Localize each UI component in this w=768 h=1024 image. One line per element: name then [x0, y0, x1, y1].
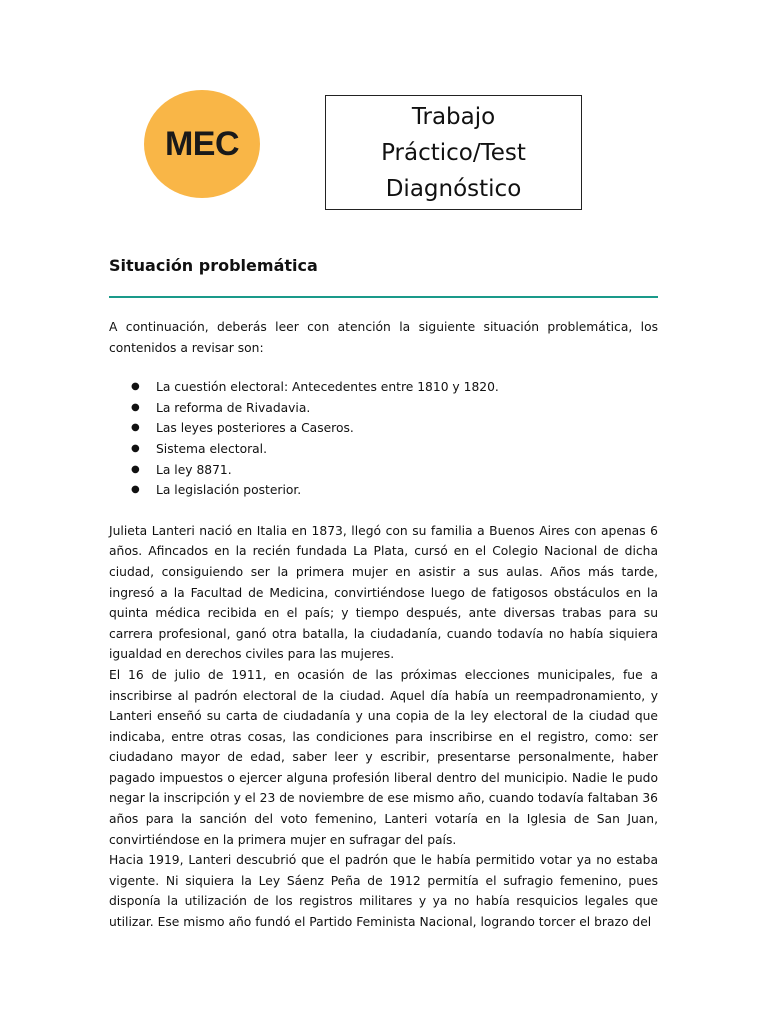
title-line-3: Diagnóstico [385, 175, 522, 202]
title-line-1: Trabajo [411, 103, 496, 130]
paragraph-lanteri-bio: Julieta Lanteri nació en Italia en 1873, llegó con su familia a Buenos Aires con apenas 6 años. Afincados en la recién fundada La Plata, cursó en el Colegio Nacional de dicha ciudad, consiguiendo ser la primera mujer en asistir a sus aulas. Años más tarde, ingresó a la Facultad de Medicina, convirtiéndose luego de fatigosos obstáculos en la quinta médica recibida en el país; y tiempo después, ante diversas trabas para su carrera profesional, ganó otra batalla, la ciudadanía, cuando todavía no había siquiera igualdad en derechos civiles para las mujeres. [109, 523, 658, 662]
list-item [109, 377, 658, 398]
title-box [325, 95, 582, 210]
topic-text: La reforma de Rivadavia. [156, 400, 311, 415]
paragraph-1919: Hacia 1919, Lanteri descubrió que el padrón que le había permitido votar ya no estaba vigente. Ni siquiera la Ley Sáenz Peña de 1912 permitía el sufragio femenino, pues disponía la utilización de los registros militares y ya no había resquicios legales que utilizar. Ese mismo año fundó el Partido Feminista Nacional, logrando torcer el brazo del [109, 853, 658, 930]
list-item [109, 418, 658, 439]
mec-logo [144, 90, 260, 198]
topic-text: La cuestión electoral: Antecedentes entre 1810 y 1820. [156, 380, 499, 395]
list-item [109, 460, 658, 481]
topics-list [109, 377, 658, 501]
bullet-icon: ● [131, 401, 140, 413]
list-item [109, 480, 658, 501]
intro-paragraph: A continuación, deberás leer con atención la siguiente situación problemática, los contenidos a revisar son: [109, 320, 658, 355]
section-divider [109, 296, 658, 298]
document-body [109, 317, 658, 933]
list-item [109, 398, 658, 419]
bullet-icon: ● [131, 442, 140, 454]
logo-text: MEC [164, 124, 240, 163]
topic-text: Sistema electoral. [156, 441, 268, 456]
paragraph-1911-vote: El 16 de julio de 1911, en ocasión de las próximas elecciones municipales, fue a inscribirse al padrón electoral de la ciudad. Aquel día había un reempadronamiento, y Lanteri enseñó su carta de ciudadanía y una copia de la ley electoral de la ciudad que indicaba, entre otras cosas, las condiciones para inscribirse en el registro, como: ser ciudadano mayor de edad, saber leer y escribir, presentarse personalmente, haber pagado impuestos o ejercer alguna profesión liberal dentro del municipio. Nadie le pudo negar la inscripción y el 23 de noviembre de ese mismo año, cuando todavía faltaban 36 años para la sanción del voto femenino, Lanteri votaría en la Iglesia de San Juan, convirtiéndose en la primera mujer en sufragar del país. [109, 667, 659, 847]
topic-text: Las leyes posteriores a Caseros. [156, 421, 354, 436]
bullet-icon: ● [131, 463, 140, 475]
bullet-icon: ● [131, 422, 140, 434]
topic-text: La legislación posterior. [156, 483, 302, 498]
topic-text: La ley 8871. [156, 462, 232, 477]
section-heading: Situación problemática [109, 256, 318, 275]
bullet-icon: ● [131, 381, 140, 393]
list-item [109, 439, 658, 460]
title-line-2: Práctico/Test [381, 139, 526, 166]
bullet-icon: ● [131, 484, 140, 496]
